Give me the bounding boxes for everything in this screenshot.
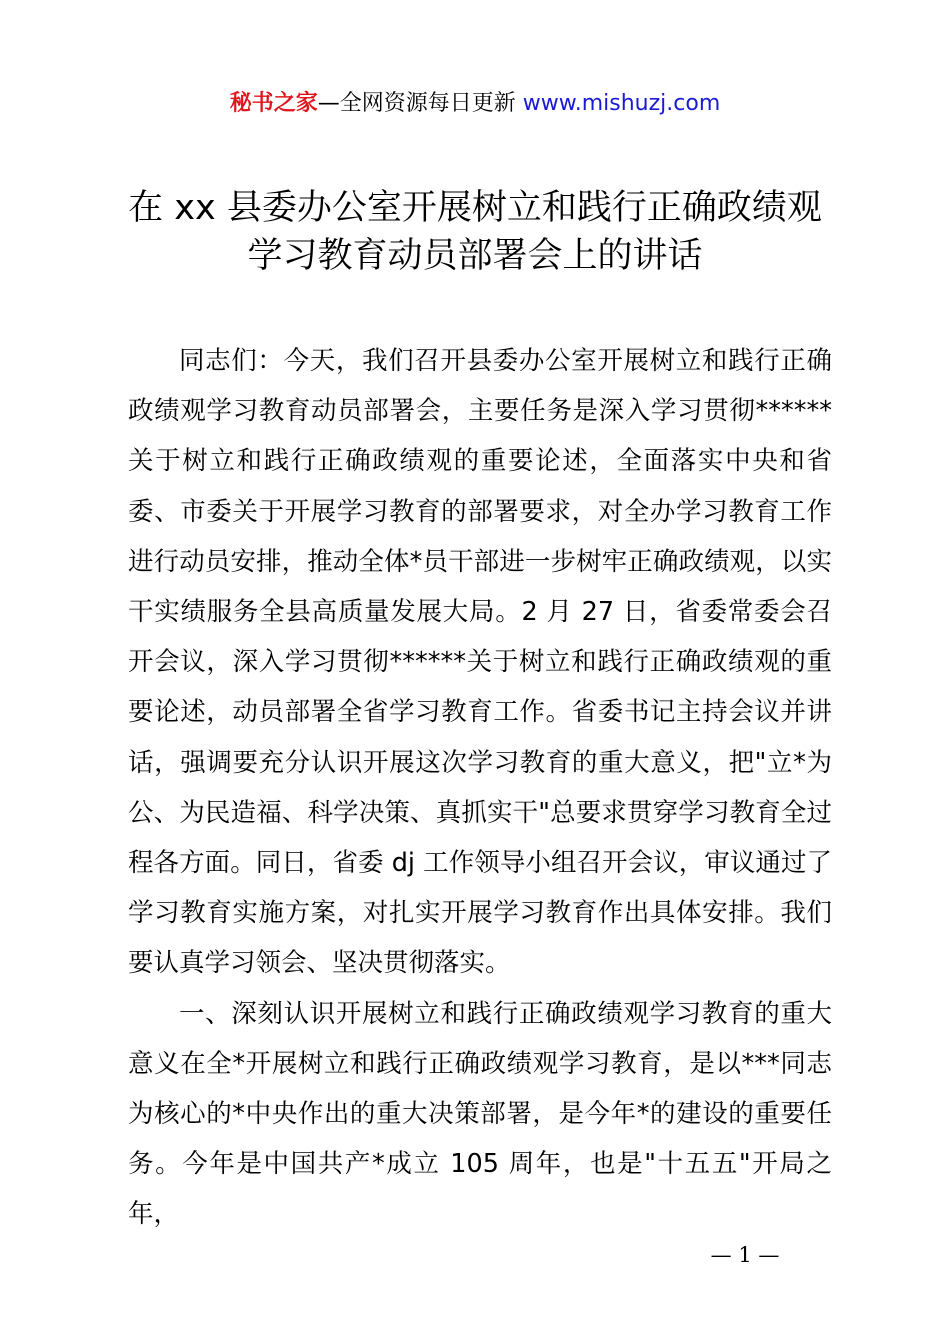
title-line-1: 在 xx 县委办公室开展树立和践行正确政绩观 xyxy=(128,188,822,228)
paragraph-opening: 同志们：今天，我们召开县委办公室开展树立和践行正确政绩观学习教育动员部署会，主要任务是深入学习贯彻******关于树立和践行正确政绩观的重要论述，全面落实中央和省委、市委关于开展学习教育的部署要求，对全办学习教育工作进行动员安排，推动全体*员干部进一步树牢正确政绩观，以实干实绩服务全县高质量发展大局。2 月 27 日，省委常委会召开会议，深入学习贯彻******关于树立和践行正确政绩观的重要论述，动员部署全省学习教育工作。省委书记主持会议并讲话，强调要充分认识开展这次学习教育的重大意义，把"立*为公、为民造福、科学决策、真抓实干"总要求贯穿学习教育全过程各方面。同日，省委 dj 工作领导小组召开会议，审议通过了学习教育实施方案，对扎实开展学习教育作出具体安排。我们要认真学习领会、坚决贯彻落实。 xyxy=(128,346,832,979)
title-line-2: 学习教育动员部署会上的讲话 xyxy=(247,236,703,276)
site-url-link[interactable]: www.mishuzj.com xyxy=(522,91,721,116)
site-header xyxy=(0,86,950,122)
document-body xyxy=(128,336,832,1240)
page-number: — 1 — xyxy=(710,1243,780,1267)
brand-name: 秘书之家 xyxy=(229,91,318,116)
paragraph-section-1: 一、深刻认识开展树立和践行正确政绩观学习教育的重大意义在全*开展树立和践行正确政绩观学习教育，是以***同志为核心的*中央作出的重大决策部署，是今年*的建设的重要任务。今年是中国共产*成立 105 周年，也是"十五五"开局之年， xyxy=(128,998,832,1230)
document-title xyxy=(0,184,950,280)
header-tagline: —全网资源每日更新 xyxy=(317,91,516,116)
